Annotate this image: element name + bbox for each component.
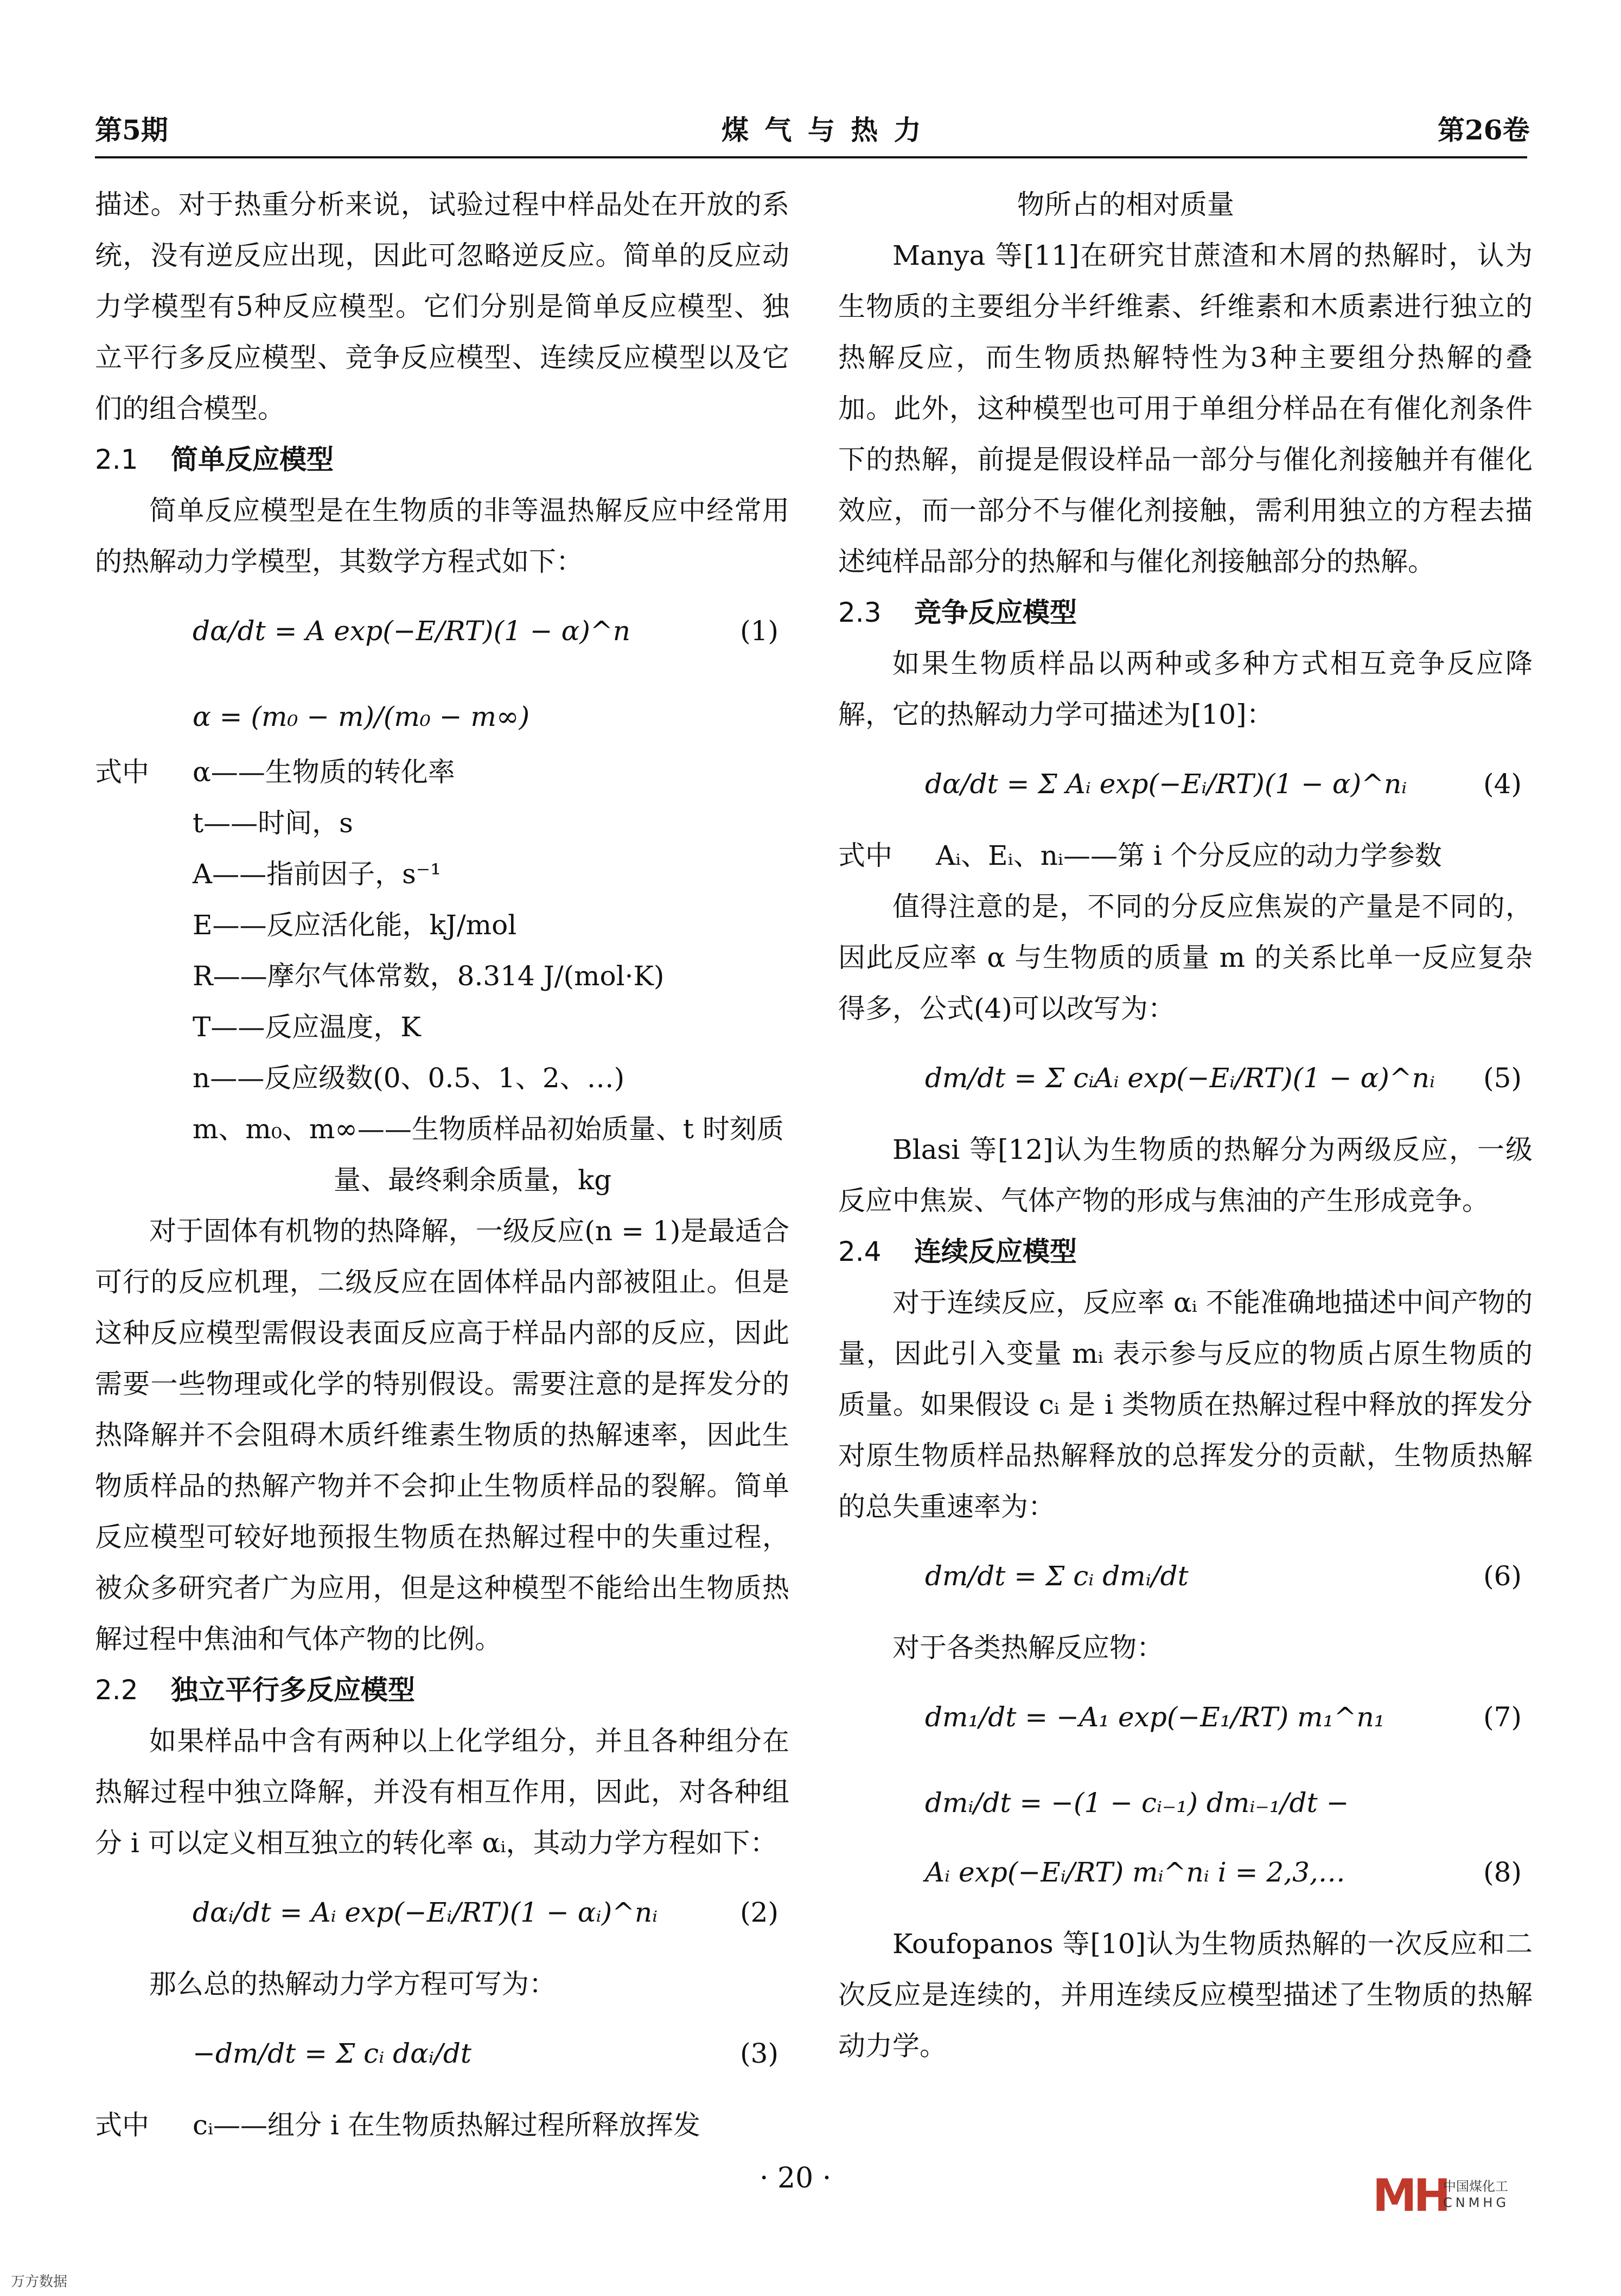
- section-number: 2.1: [95, 444, 138, 475]
- section-2-2-heading: [95, 1664, 789, 1715]
- database-watermark: 万方数据: [11, 2274, 68, 2290]
- section-title: 独立平行多反应模型: [171, 1674, 415, 1706]
- right-column: [838, 179, 1533, 2071]
- equation-body: Aᵢ exp(−Eᵢ/RT) mᵢ^nᵢ i = 2,3,…: [925, 1857, 1345, 1888]
- definition-item: m、m₀、m∞——生物质样品初始质量、t 时刻质量、最终剩余质量，kg: [193, 1113, 784, 1196]
- definition-item: 式中 cᵢ——组分 i 在生物质热解过程所释放挥发: [95, 2100, 789, 2151]
- definition-item: A——指前因子，s⁻¹: [193, 858, 442, 890]
- section-2-3-heading: [838, 587, 1533, 638]
- equation-body: dmᵢ/dt = −(1 − cᵢ₋₁) dmᵢ₋₁/dt −: [925, 1787, 1349, 1819]
- paragraph: 如果生物质样品以两种或多种方式相互竞争反应降解，它的热解动力学可描述为[10]：: [838, 648, 1533, 730]
- section-number: 2.2: [95, 1674, 138, 1706]
- equation-body: dm/dt = Σ cᵢAᵢ exp(−Eᵢ/RT)(1 − α)^nᵢ: [925, 1062, 1435, 1094]
- section-title: 连续反应模型: [914, 1236, 1077, 1267]
- equation-8-line-2: [838, 1833, 1533, 1914]
- journal-title: 煤 气 与 热 力: [722, 114, 924, 146]
- definition-item: 式中 Aᵢ、Eᵢ、nᵢ——第 i 个分反应的动力学参数: [838, 830, 1533, 881]
- logo-english-text: CNMHG: [1443, 2195, 1510, 2210]
- paragraph: 对于连续反应，反应率 αᵢ 不能准确地描述中间产物的量，因此引入变量 mᵢ 表示参与反应的物质占原生物质的质量。如果假设 cᵢ 是 i 类物质在热解过程中释放的挥发分对原生物质样品热解释放的总挥发分的贡献，生物质热解的总失重速率为：: [838, 1287, 1533, 1522]
- page-number: · 20 ·: [760, 2162, 832, 2195]
- equation-3: [95, 2014, 789, 2095]
- definition-item: n——反应级数(0、0.5、1、2、…): [193, 1062, 625, 1094]
- volume-number: 第26卷: [1438, 114, 1530, 146]
- equation-body: dα/dt = Σ Aᵢ exp(−Eᵢ/RT)(1 − α)^nᵢ: [925, 768, 1407, 800]
- publisher-logo: [1373, 2170, 1530, 2222]
- definition-item: E——反应活化能，kJ/mol: [193, 909, 517, 941]
- equation-number: (1): [740, 615, 778, 647]
- equation-body: α = (m₀ − m)/(m₀ − m∞): [193, 701, 530, 732]
- equation-number: (5): [1483, 1062, 1522, 1094]
- paragraph: 简单反应模型是在生物质的非等温热解反应中经常用的热解动力学模型，其数学方程式如下：: [95, 495, 789, 577]
- definition-item: t——时间，s: [193, 807, 353, 839]
- equation-number: (6): [1483, 1560, 1522, 1592]
- paragraph: Manya 等[11]在研究甘蔗渣和木屑的热解时，认为生物质的主要组分半纤维素、纤维素和木质素进行独立的热解反应，而生物质热解特性为3种主要组分热解的叠加。此外，这种模型也可用于单组分样品在有催化剂条件下的热解，前提是假设样品一部分与催化剂接触并有催化效应，而一部分不与催化剂接触，需利用独立的方程去描述纯样品部分的热解和与催化剂接触部分的热解。: [838, 240, 1533, 577]
- header-rule: [95, 156, 1527, 158]
- equation-7: [838, 1678, 1533, 1759]
- equation-body: dαᵢ/dt = Aᵢ exp(−Eᵢ/RT)(1 − αᵢ)^nᵢ: [193, 1897, 658, 1928]
- section-title: 简单反应模型: [171, 444, 334, 475]
- section-title: 竞争反应模型: [914, 597, 1077, 628]
- logo-chinese-text: 中国煤化工: [1443, 2179, 1508, 2194]
- equation-number: (7): [1483, 1701, 1522, 1733]
- section-2-1-heading: [95, 434, 789, 485]
- paragraph: Koufopanos 等[10]认为生物质热解的一次反应和二次反应是连续的，并用连续反应模型描述了生物质的热解动力学。: [838, 1928, 1533, 2062]
- paragraph: Blasi 等[12]认为生物质的热解分为两级反应，一级反应中焦炭、气体产物的形成与焦油的产生形成竞争。: [838, 1134, 1533, 1216]
- logo-mark: MH: [1373, 2170, 1448, 2222]
- issue-number: 第5期: [95, 114, 168, 146]
- equation-body: dα/dt = A exp(−E/RT)(1 − α)^n: [193, 615, 630, 647]
- equation-1: [95, 591, 789, 673]
- equation-6: [838, 1536, 1533, 1618]
- equation-5: [838, 1038, 1533, 1120]
- intro-paragraph: 描述。对于热重分析来说，试验过程中样品处在开放的系统，没有逆反应出现，因此可忽略逆反应。简单的反应动力学模型有5种反应模型。它们分别是简单反应模型、独立平行多反应模型、竞争反应模型、连续反应模型以及它们的组合模型。: [95, 189, 789, 424]
- equation-number: (8): [1483, 1857, 1522, 1888]
- equation-1b: [95, 677, 789, 742]
- equation-body: dm₁/dt = −A₁ exp(−E₁/RT) m₁^n₁: [925, 1701, 1385, 1733]
- left-column: [95, 179, 789, 2151]
- definition-item: R——摩尔气体常数，8.314 J/(mol·K): [193, 960, 665, 992]
- section-number: 2.4: [838, 1236, 882, 1267]
- section-number: 2.3: [838, 597, 882, 628]
- paragraph: 那么总的热解动力学方程可写为：: [149, 1968, 556, 2000]
- equation-8-line-1: [838, 1763, 1533, 1828]
- paragraph: 对于各类热解反应物：: [892, 1632, 1164, 1663]
- definition-continuation: 物所占的相对质量: [1017, 189, 1234, 220]
- definition-item: T——反应温度，K: [193, 1011, 421, 1043]
- definition-lead: 式中: [838, 840, 892, 871]
- equation-body: dm/dt = Σ cᵢ dmᵢ/dt: [925, 1560, 1189, 1592]
- section-2-4-heading: [838, 1226, 1533, 1277]
- paragraph: 值得注意的是，不同的分反应焦炭的产量是不同的，因此反应率 α 与生物质的质量 m 的关系比单一反应复杂得多，公式(4)可以改写为：: [838, 891, 1533, 1024]
- equation-number: (3): [740, 2038, 778, 2069]
- equation-2: [95, 1873, 789, 1954]
- definition-lead: 式中: [95, 756, 149, 788]
- equation-number: (4): [1483, 768, 1522, 800]
- paragraph: 对于固体有机物的热降解，一级反应(n = 1)是最适合可行的反应机理，二级反应在固体样品内部被阻止。但是这种反应模型需假设表面反应高于样品内部的反应，因此需要一些物理或化学的特别假设。需要注意的是挥发分的热降解并不会阻碍木质纤维素生物质的热解速率，因此生物质样品的热解产物并不会抑止生物质样品的裂解。简单反应模型可较好地预报生物质在热解过程中的失重过程，被众多研究者广为应用，但是这种模型不能给出生物质热解过程中焦油和气体产物的比例。: [95, 1215, 789, 1655]
- definition-item: 式中 α——生物质的转化率: [95, 747, 789, 798]
- definition-lead: 式中: [95, 2109, 149, 2141]
- equation-4: [838, 744, 1533, 826]
- equation-body: −dm/dt = Σ cᵢ dαᵢ/dt: [193, 2038, 471, 2069]
- equation-number: (2): [740, 1897, 778, 1928]
- paragraph: 如果样品中含有两种以上化学组分，并且各种组分在热解过程中独立降解，并没有相互作用，因此，对各种组分 i 可以定义相互独立的转化率 αᵢ，其动力学方程如下：: [95, 1725, 789, 1859]
